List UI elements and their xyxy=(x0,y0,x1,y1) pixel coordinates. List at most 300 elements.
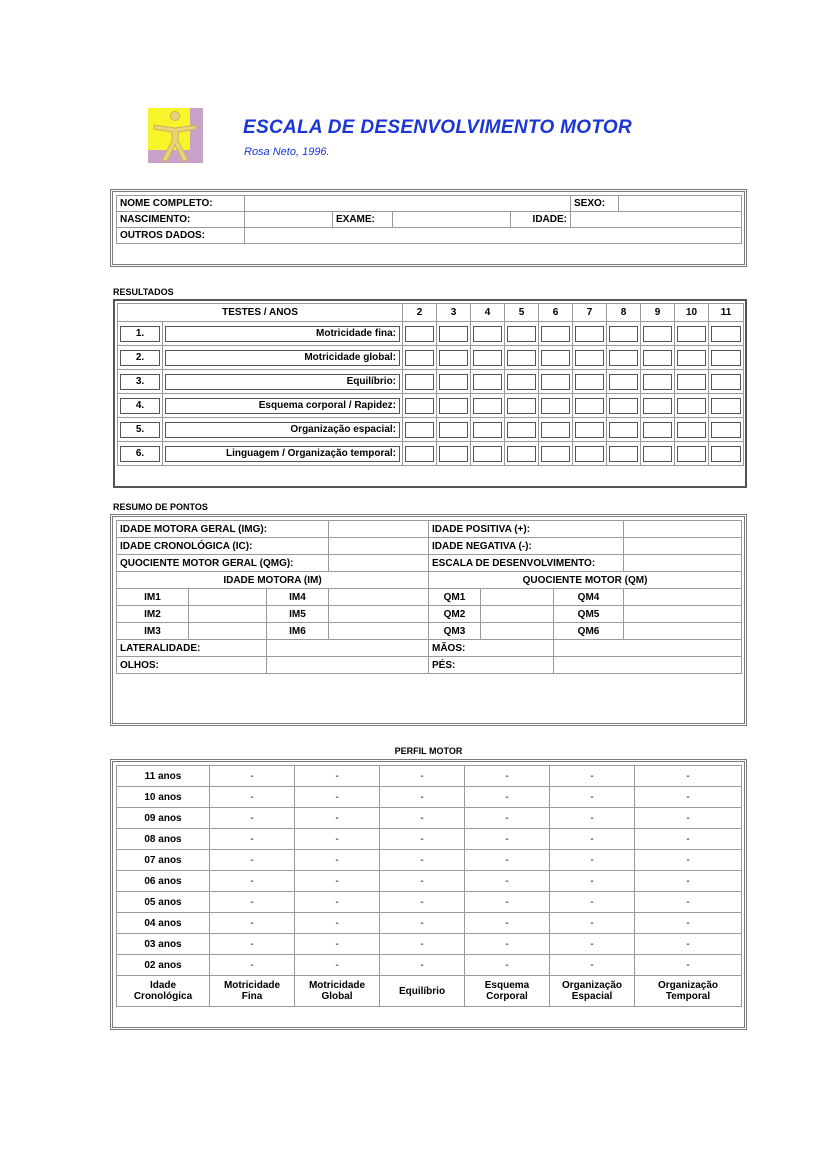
score-box[interactable] xyxy=(473,446,502,462)
profile-row xyxy=(117,787,742,808)
profile-mark-cell[interactable]: - xyxy=(295,787,380,808)
nome-field[interactable] xyxy=(245,196,571,212)
qm1-field[interactable] xyxy=(481,589,554,606)
score-box[interactable] xyxy=(507,326,536,342)
qm5-field[interactable] xyxy=(624,606,742,623)
maos-label: MÃOS: xyxy=(429,640,554,657)
profile-age-label: 08 anos xyxy=(117,829,210,850)
score-cell[interactable] xyxy=(471,442,505,466)
score-box[interactable] xyxy=(473,374,502,390)
profile-mark-cell[interactable]: - xyxy=(635,766,742,787)
profile-row xyxy=(117,808,742,829)
score-box[interactable] xyxy=(439,398,468,414)
year-header: 2 xyxy=(403,304,437,322)
idade-field[interactable] xyxy=(571,212,742,228)
figure-icon xyxy=(148,108,203,163)
score-cell[interactable] xyxy=(573,370,607,394)
profile-mark-cell[interactable]: - xyxy=(380,955,465,976)
score-cell[interactable] xyxy=(641,322,675,346)
score-box[interactable] xyxy=(677,446,706,462)
qm6-field[interactable] xyxy=(624,623,742,640)
im2-label: IM2 xyxy=(117,606,189,623)
test-name-cell xyxy=(163,442,403,466)
profile-mark-cell[interactable]: - xyxy=(635,955,742,976)
score-cell[interactable] xyxy=(675,370,709,394)
profile-row xyxy=(117,871,742,892)
profile-mark-cell[interactable]: - xyxy=(550,913,635,934)
exame-field[interactable] xyxy=(393,212,511,228)
test-name-cell xyxy=(163,370,403,394)
score-cell[interactable] xyxy=(709,346,744,370)
profile-mark-cell[interactable]: - xyxy=(295,955,380,976)
identification-box xyxy=(110,189,747,267)
im1-field[interactable] xyxy=(189,589,267,606)
score-box[interactable] xyxy=(439,422,468,438)
results-box xyxy=(113,299,747,488)
pes-field[interactable] xyxy=(554,657,742,674)
profile-mark-cell[interactable]: - xyxy=(550,955,635,976)
score-box[interactable] xyxy=(575,374,604,390)
profile-row xyxy=(117,913,742,934)
profile-row xyxy=(117,766,742,787)
nascimento-label: NASCIMENTO: xyxy=(117,212,245,228)
profile-mark-cell[interactable]: - xyxy=(550,892,635,913)
score-cell[interactable] xyxy=(403,370,437,394)
score-box[interactable] xyxy=(541,326,570,342)
test-row xyxy=(118,346,744,370)
score-cell[interactable] xyxy=(675,394,709,418)
profile-mark-cell[interactable]: - xyxy=(295,892,380,913)
year-header: 6 xyxy=(539,304,573,322)
score-box[interactable] xyxy=(507,398,536,414)
score-cell[interactable] xyxy=(539,394,573,418)
score-cell[interactable] xyxy=(709,322,744,346)
im3-field[interactable] xyxy=(189,623,267,640)
test-number-cell xyxy=(118,418,163,442)
profile-mark-cell[interactable]: - xyxy=(550,850,635,871)
score-cell[interactable] xyxy=(505,394,539,418)
qm2-field[interactable] xyxy=(481,606,554,623)
pes-label: PÉS: xyxy=(429,657,554,674)
score-cell[interactable] xyxy=(573,346,607,370)
outros-field[interactable] xyxy=(245,228,742,244)
profile-age-label: 11 anos xyxy=(117,766,210,787)
identification-table xyxy=(116,195,742,244)
test-name: Motricidade fina: xyxy=(165,326,400,342)
year-header: 11 xyxy=(709,304,744,322)
year-header: 5 xyxy=(505,304,539,322)
score-box[interactable] xyxy=(643,446,672,462)
test-number-cell xyxy=(118,322,163,346)
score-cell[interactable] xyxy=(437,418,471,442)
olhos-label: OLHOS: xyxy=(117,657,267,674)
score-box[interactable] xyxy=(643,422,672,438)
profile-mark-cell[interactable]: - xyxy=(465,829,550,850)
score-box[interactable] xyxy=(609,422,638,438)
test-row xyxy=(118,418,744,442)
score-cell[interactable] xyxy=(505,346,539,370)
qm-header: QUOCIENTE MOTOR (QM) xyxy=(429,572,742,589)
score-box[interactable] xyxy=(575,446,604,462)
profile-row xyxy=(117,955,742,976)
profile-mark-cell[interactable]: - xyxy=(465,766,550,787)
im2-field[interactable] xyxy=(189,606,267,623)
score-cell[interactable] xyxy=(403,346,437,370)
score-box[interactable] xyxy=(575,398,604,414)
im5-label: IM5 xyxy=(267,606,329,623)
profile-mark-cell[interactable]: - xyxy=(550,766,635,787)
profile-age-label: 03 anos xyxy=(117,934,210,955)
test-number-cell xyxy=(118,370,163,394)
test-number: 4. xyxy=(120,398,160,414)
score-box[interactable] xyxy=(609,374,638,390)
score-cell[interactable] xyxy=(607,394,641,418)
im4-field[interactable] xyxy=(329,589,429,606)
score-cell[interactable] xyxy=(437,346,471,370)
test-number: 2. xyxy=(120,350,160,366)
score-box[interactable] xyxy=(439,350,468,366)
im1-label: IM1 xyxy=(117,589,189,606)
score-cell[interactable] xyxy=(573,442,607,466)
test-number-cell xyxy=(118,346,163,370)
score-cell[interactable] xyxy=(403,418,437,442)
profile-age-label: 06 anos xyxy=(117,871,210,892)
score-box[interactable] xyxy=(677,398,706,414)
score-cell[interactable] xyxy=(641,346,675,370)
score-box[interactable] xyxy=(439,374,468,390)
score-box[interactable] xyxy=(711,374,741,390)
score-box[interactable] xyxy=(405,422,434,438)
img-label: IDADE MOTORA GERAL (IMG): xyxy=(117,521,329,538)
idade-label: IDADE: xyxy=(511,212,571,228)
profile-mark-cell[interactable]: - xyxy=(635,913,742,934)
score-cell[interactable] xyxy=(709,442,744,466)
score-cell[interactable] xyxy=(709,370,744,394)
profile-mark-cell[interactable]: - xyxy=(465,808,550,829)
test-name-cell xyxy=(163,418,403,442)
qm3-field[interactable] xyxy=(481,623,554,640)
score-cell[interactable] xyxy=(641,442,675,466)
year-header: 3 xyxy=(437,304,471,322)
score-cell[interactable] xyxy=(403,394,437,418)
profile-age-label: 05 anos xyxy=(117,892,210,913)
nascimento-field[interactable] xyxy=(245,212,333,228)
maos-field[interactable] xyxy=(554,640,742,657)
profile-mark-cell[interactable]: - xyxy=(210,766,295,787)
profile-age-label: 09 anos xyxy=(117,808,210,829)
score-cell[interactable] xyxy=(573,322,607,346)
profile-mark-cell[interactable]: - xyxy=(465,850,550,871)
profile-mark-cell[interactable]: - xyxy=(465,955,550,976)
score-box[interactable] xyxy=(711,422,741,438)
profile-column-label: Organização Espacial xyxy=(550,976,635,1007)
qm4-field[interactable] xyxy=(624,589,742,606)
profile-mark-cell[interactable]: - xyxy=(380,892,465,913)
profile-mark-cell[interactable]: - xyxy=(295,766,380,787)
score-box[interactable] xyxy=(541,446,570,462)
score-box[interactable] xyxy=(711,398,741,414)
score-cell[interactable] xyxy=(573,394,607,418)
profile-mark-cell[interactable]: - xyxy=(295,913,380,934)
score-box[interactable] xyxy=(711,446,741,462)
score-cell[interactable] xyxy=(675,346,709,370)
document-subtitle: Rosa Neto, 1996. xyxy=(244,146,330,158)
test-name-cell xyxy=(163,394,403,418)
lateralidade-field[interactable] xyxy=(267,640,429,657)
profile-mark-cell[interactable]: - xyxy=(465,871,550,892)
test-name: Equilíbrio: xyxy=(165,374,400,390)
profile-mark-cell[interactable]: - xyxy=(210,850,295,871)
score-cell[interactable] xyxy=(709,394,744,418)
score-cell[interactable] xyxy=(709,418,744,442)
profile-mark-cell[interactable]: - xyxy=(295,871,380,892)
score-box[interactable] xyxy=(507,446,536,462)
score-box[interactable] xyxy=(405,374,434,390)
profile-column-label: Idade Cronológica xyxy=(117,976,210,1007)
score-box[interactable] xyxy=(677,326,706,342)
ip-field[interactable] xyxy=(624,521,742,538)
qm5-label: QM5 xyxy=(554,606,624,623)
score-cell[interactable] xyxy=(471,394,505,418)
profile-mark-cell[interactable]: - xyxy=(210,913,295,934)
profile-mark-cell[interactable]: - xyxy=(635,892,742,913)
score-box[interactable] xyxy=(507,374,536,390)
score-cell[interactable] xyxy=(675,418,709,442)
score-box[interactable] xyxy=(575,350,604,366)
olhos-field[interactable] xyxy=(267,657,429,674)
score-box[interactable] xyxy=(405,326,434,342)
score-box[interactable] xyxy=(575,422,604,438)
profile-mark-cell[interactable]: - xyxy=(210,808,295,829)
im-header: IDADE MOTORA (IM) xyxy=(117,572,429,589)
qmg-label: QUOCIENTE MOTOR GERAL (QMG): xyxy=(117,555,329,572)
profile-row xyxy=(117,934,742,955)
year-header: 10 xyxy=(675,304,709,322)
score-box[interactable] xyxy=(609,398,638,414)
exame-label: EXAME: xyxy=(333,212,393,228)
score-box[interactable] xyxy=(677,350,706,366)
ic-label: IDADE CRONOLÓGICA (IC): xyxy=(117,538,329,555)
score-box[interactable] xyxy=(507,422,536,438)
profile-mark-cell[interactable]: - xyxy=(465,934,550,955)
score-box[interactable] xyxy=(711,326,741,342)
profile-column-label: Equilíbrio xyxy=(380,976,465,1007)
score-box[interactable] xyxy=(541,374,570,390)
profile-mark-cell[interactable]: - xyxy=(295,808,380,829)
in-label: IDADE NEGATIVA (-): xyxy=(429,538,624,555)
score-box[interactable] xyxy=(507,350,536,366)
score-cell[interactable] xyxy=(437,442,471,466)
score-cell[interactable] xyxy=(505,370,539,394)
score-box[interactable] xyxy=(541,398,570,414)
score-box[interactable] xyxy=(541,422,570,438)
profile-mark-cell[interactable]: - xyxy=(380,808,465,829)
score-box[interactable] xyxy=(541,350,570,366)
score-cell[interactable] xyxy=(539,346,573,370)
img-field[interactable] xyxy=(329,521,429,538)
summary-table xyxy=(116,520,742,674)
profile-mark-cell[interactable]: - xyxy=(550,829,635,850)
profile-mark-cell[interactable]: - xyxy=(380,913,465,934)
test-number-cell xyxy=(118,394,163,418)
im4-label: IM4 xyxy=(267,589,329,606)
score-box[interactable] xyxy=(711,350,741,366)
test-name: Esquema corporal / Rapidez: xyxy=(165,398,400,414)
score-box[interactable] xyxy=(643,398,672,414)
score-cell[interactable] xyxy=(641,394,675,418)
test-number: 1. xyxy=(120,326,160,342)
lateralidade-label: LATERALIDADE: xyxy=(117,640,267,657)
profile-mark-cell[interactable]: - xyxy=(210,871,295,892)
profile-mark-cell[interactable]: - xyxy=(380,787,465,808)
score-box[interactable] xyxy=(405,398,434,414)
sexo-label: SEXO: xyxy=(571,196,619,212)
score-cell[interactable] xyxy=(539,370,573,394)
profile-mark-cell[interactable]: - xyxy=(465,913,550,934)
score-box[interactable] xyxy=(439,326,468,342)
profile-mark-cell[interactable]: - xyxy=(210,955,295,976)
score-cell[interactable] xyxy=(539,418,573,442)
profile-row xyxy=(117,850,742,871)
score-box[interactable] xyxy=(643,350,672,366)
profile-mark-cell[interactable]: - xyxy=(550,808,635,829)
profile-mark-cell[interactable]: - xyxy=(380,871,465,892)
year-header: 8 xyxy=(607,304,641,322)
profile-mark-cell[interactable]: - xyxy=(210,829,295,850)
profile-mark-cell[interactable]: - xyxy=(210,787,295,808)
score-box[interactable] xyxy=(643,326,672,342)
profile-mark-cell[interactable]: - xyxy=(295,829,380,850)
score-box[interactable] xyxy=(643,374,672,390)
score-cell[interactable] xyxy=(437,370,471,394)
score-box[interactable] xyxy=(473,326,502,342)
profile-mark-cell[interactable]: - xyxy=(210,934,295,955)
profile-mark-cell[interactable]: - xyxy=(465,787,550,808)
score-cell[interactable] xyxy=(539,322,573,346)
score-cell[interactable] xyxy=(539,442,573,466)
sexo-field[interactable] xyxy=(619,196,742,212)
score-cell[interactable] xyxy=(573,418,607,442)
profile-mark-cell[interactable]: - xyxy=(380,829,465,850)
profile-mark-cell[interactable]: - xyxy=(635,808,742,829)
profile-mark-cell[interactable]: - xyxy=(550,871,635,892)
im3-label: IM3 xyxy=(117,623,189,640)
year-header: 7 xyxy=(573,304,607,322)
profile-mark-cell[interactable]: - xyxy=(635,850,742,871)
score-box[interactable] xyxy=(609,446,638,462)
profile-mark-cell[interactable]: - xyxy=(210,892,295,913)
profile-age-label: 04 anos xyxy=(117,913,210,934)
qmg-field[interactable] xyxy=(329,555,429,572)
profile-column-label: Esquema Corporal xyxy=(465,976,550,1007)
tests-years-header: TESTES / ANOS xyxy=(118,304,403,322)
results-table xyxy=(117,303,744,466)
score-box[interactable] xyxy=(405,350,434,366)
profile-column-label: Motricidade Global xyxy=(295,976,380,1007)
profile-column-label: Organização Temporal xyxy=(635,976,742,1007)
score-cell[interactable] xyxy=(607,322,641,346)
score-box[interactable] xyxy=(677,422,706,438)
score-box[interactable] xyxy=(609,326,638,342)
test-name-cell xyxy=(163,322,403,346)
score-cell[interactable] xyxy=(607,370,641,394)
score-box[interactable] xyxy=(609,350,638,366)
test-row xyxy=(118,370,744,394)
score-box[interactable] xyxy=(473,398,502,414)
score-box[interactable] xyxy=(473,422,502,438)
qm1-label: QM1 xyxy=(429,589,481,606)
document-title: ESCALA DE DESENVOLVIMENTO MOTOR xyxy=(243,117,632,138)
in-field[interactable] xyxy=(624,538,742,555)
profile-mark-cell[interactable]: - xyxy=(635,829,742,850)
score-cell[interactable] xyxy=(505,442,539,466)
score-cell[interactable] xyxy=(437,394,471,418)
score-cell[interactable] xyxy=(505,322,539,346)
score-cell[interactable] xyxy=(403,322,437,346)
score-cell[interactable] xyxy=(403,442,437,466)
profile-footer-row xyxy=(117,976,742,1007)
profile-age-label: 10 anos xyxy=(117,787,210,808)
profile-mark-cell[interactable]: - xyxy=(635,934,742,955)
profile-row xyxy=(117,892,742,913)
score-cell[interactable] xyxy=(471,346,505,370)
profile-mark-cell[interactable]: - xyxy=(380,766,465,787)
score-cell[interactable] xyxy=(641,418,675,442)
test-number-cell xyxy=(118,442,163,466)
score-cell[interactable] xyxy=(505,418,539,442)
outros-label: OUTROS DADOS: xyxy=(117,228,245,244)
profile-mark-cell[interactable]: - xyxy=(380,850,465,871)
score-cell[interactable] xyxy=(607,418,641,442)
score-cell[interactable] xyxy=(437,322,471,346)
score-box[interactable] xyxy=(405,446,434,462)
profile-mark-cell[interactable]: - xyxy=(550,934,635,955)
test-row xyxy=(118,322,744,346)
test-number: 6. xyxy=(120,446,160,462)
profile-mark-cell[interactable]: - xyxy=(550,787,635,808)
score-box[interactable] xyxy=(473,350,502,366)
score-cell[interactable] xyxy=(675,322,709,346)
profile-table xyxy=(116,765,742,1007)
ic-field[interactable] xyxy=(329,538,429,555)
im6-field[interactable] xyxy=(329,623,429,640)
im5-field[interactable] xyxy=(329,606,429,623)
profile-row xyxy=(117,829,742,850)
profile-mark-cell[interactable]: - xyxy=(465,892,550,913)
score-cell[interactable] xyxy=(471,370,505,394)
score-box[interactable] xyxy=(575,326,604,342)
profile-mark-cell[interactable]: - xyxy=(380,934,465,955)
profile-mark-cell[interactable]: - xyxy=(295,850,380,871)
profile-age-label: 02 anos xyxy=(117,955,210,976)
score-cell[interactable] xyxy=(471,418,505,442)
score-cell[interactable] xyxy=(607,442,641,466)
score-box[interactable] xyxy=(439,446,468,462)
profile-mark-cell[interactable]: - xyxy=(635,871,742,892)
score-cell[interactable] xyxy=(471,322,505,346)
test-name: Motricidade global: xyxy=(165,350,400,366)
profile-mark-cell[interactable]: - xyxy=(635,787,742,808)
test-row xyxy=(118,442,744,466)
score-cell[interactable] xyxy=(675,442,709,466)
profile-mark-cell[interactable]: - xyxy=(295,934,380,955)
test-number: 3. xyxy=(120,374,160,390)
score-cell[interactable] xyxy=(607,346,641,370)
score-cell[interactable] xyxy=(641,370,675,394)
results-section-title: RESULTADOS xyxy=(113,287,174,297)
escala-field[interactable] xyxy=(624,555,742,572)
score-box[interactable] xyxy=(677,374,706,390)
